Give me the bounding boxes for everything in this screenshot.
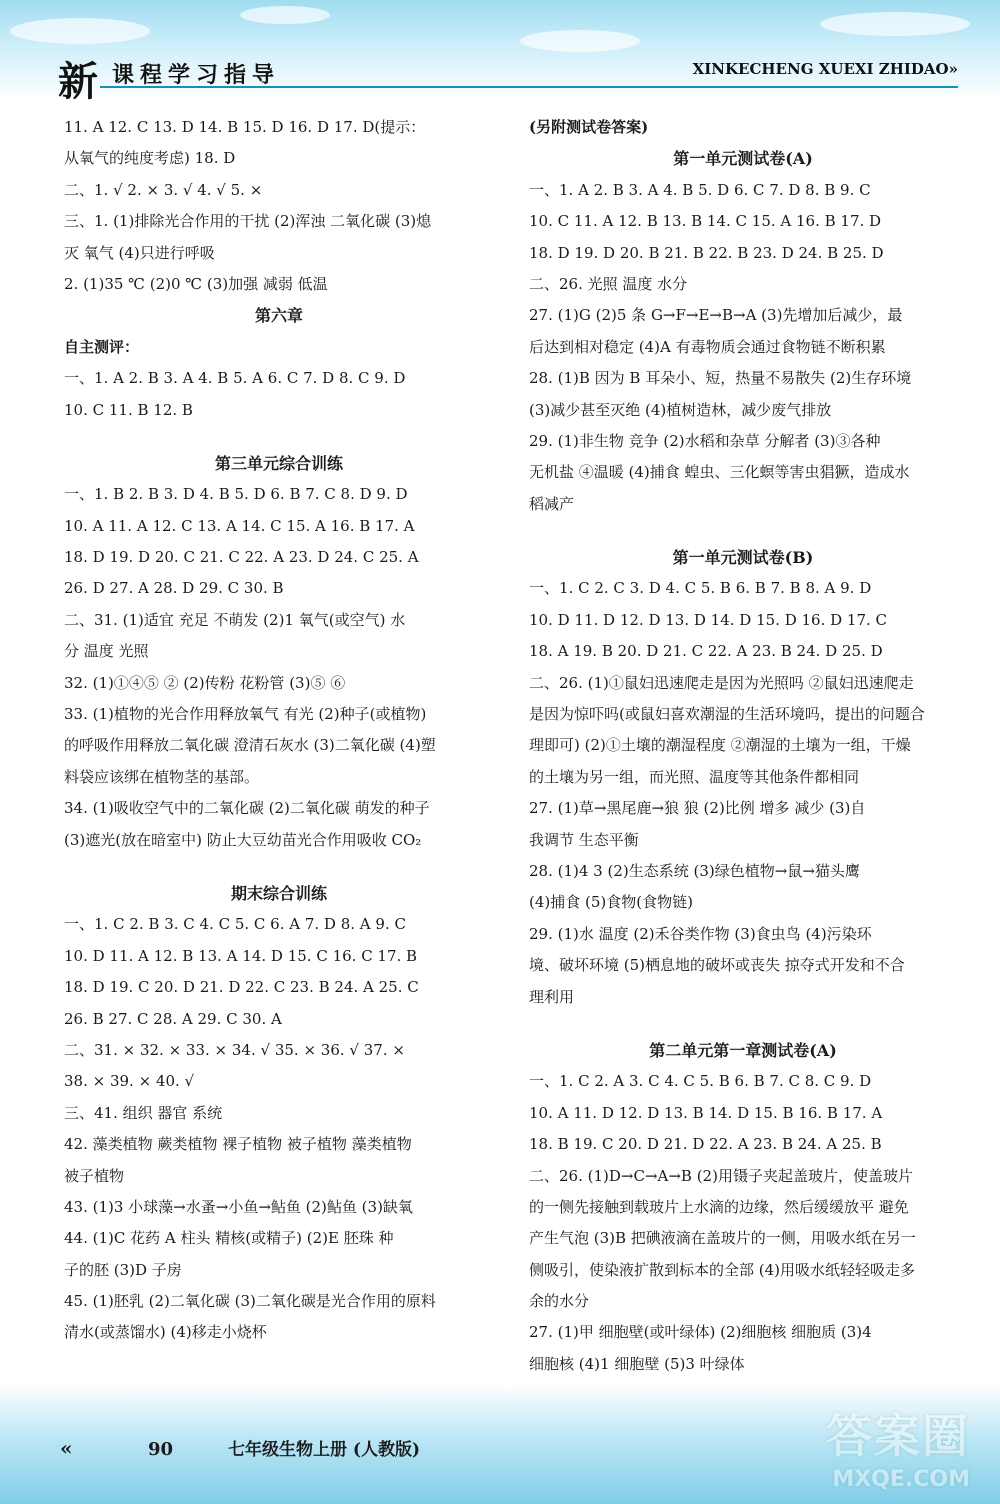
answer-line: 二、26. (1)D→C→A→B (2)用镊子夹起盖玻片，使盖玻片 (529, 1166, 913, 1185)
watermark-brand: 答案圈 (826, 1409, 970, 1463)
series-pinyin-title: XINKECHENG XUEXI ZHIDAO» (692, 60, 958, 78)
answer-line: 二、26. (1)①鼠妇迅速爬走是因为光照吗 ②鼠妇迅速爬走 (529, 673, 914, 692)
answer-line: 10. A 11. D 12. D 13. B 14. D 15. B 16. B 17. A (529, 1103, 883, 1122)
answer-line: 清水(或蒸馏水) (4)移走小烧杯 (64, 1323, 267, 1342)
answer-line: 38. × 39. × 40. √ (64, 1072, 195, 1091)
answer-line: 无机盐 ④温暖 (4)捕食 蝗虫、三化螟等害虫猖獗，造成水 (529, 463, 910, 482)
answer-line: 二、1. √ 2. × 3. √ 4. √ 5. × (64, 180, 263, 199)
answer-line: 29. (1)非生物 竞争 (2)水稻和杂草 分解者 (3)③各种 (529, 431, 881, 450)
book-title: 七年级生物上册 (人教版) (228, 1440, 421, 1460)
section-heading: 第三单元综合训练 (214, 453, 343, 473)
page-number: 90 (148, 1439, 174, 1460)
page-footer (0, 1384, 1000, 1504)
answer-line: 产生气泡 (3)B 把碘液滴在盖玻片的一侧，用吸水纸在另一 (529, 1229, 916, 1248)
section-heading: 第一单元测试卷(A) (673, 149, 813, 169)
spacer (64, 856, 494, 878)
section-heading: 期末综合训练 (230, 883, 327, 903)
answer-line: 18. D 19. C 20. D 21. D 22. C 23. B 24. A 25. C (64, 978, 419, 997)
answer-line: 18. A 19. B 20. D 21. C 22. A 23. B 24. D 25. D (529, 642, 883, 661)
series-title: 课程学习指导 (112, 63, 281, 88)
answer-line: 28. (1)4 3 (2)生态系统 (3)绿色植物→鼠→猫头鹰 (529, 861, 860, 880)
answer-line: 28. (1)B 因为 B 耳朵小、短，热量不易散失 (2)生存环境 (529, 369, 912, 388)
answer-line: (3)减少甚至灭绝 (4)植树造林，减少废气排放 (529, 400, 832, 419)
answer-line: 分 温度 光照 (64, 642, 149, 661)
answer-line: 10. A 11. A 12. C 13. A 14. C 15. A 16. B 17. A (64, 516, 415, 535)
answer-line: 27. (1)G (2)5 条 G→F→E→B→A (3)先增加后减少，最 (529, 306, 903, 325)
answer-line: 余的水分 (529, 1292, 590, 1311)
answer-line: 2. (1)35 ℃ (2)0 ℃ (3)加强 减弱 低温 (64, 274, 328, 293)
answer-line: 的一侧先接触到载玻片上水滴的边缘，然后缓缓放平 避免 (529, 1197, 909, 1216)
answer-line: 一、1. B 2. B 3. D 4. B 5. D 6. B 7. C 8. D 9. D (64, 485, 408, 504)
answer-line: 34. (1)吸收空气中的二氧化碳 (2)二氧化碳 萌发的种子 (64, 799, 430, 818)
answer-line: 26. B 27. C 28. A 29. C 30. A (64, 1009, 282, 1028)
section-heading: 第一单元测试卷(B) (672, 548, 814, 568)
answer-line: 10. C 11. B 12. B (64, 400, 193, 419)
answer-line: 理利用 (529, 987, 575, 1006)
subsection-heading: 自主测评： (64, 337, 140, 356)
wave-foam (10, 18, 150, 44)
answer-line: 三、1. (1)排除光合作用的干扰 (2)浑浊 二氧化碳 (3)熄 (64, 212, 432, 231)
answer-line: 被子植物 (64, 1166, 125, 1185)
answer-line: 料袋应该绑在植物茎的基部。 (64, 767, 260, 786)
spacer (529, 520, 957, 542)
answer-line: 稻减产 (529, 494, 575, 513)
answer-line: 一、1. C 2. C 3. D 4. C 5. B 6. B 7. B 8. A 9. D (529, 579, 872, 598)
left-column (64, 112, 494, 1349)
watermark-logo (790, 1400, 970, 1492)
answer-line: 灭 氧气 (4)只进行呼吸 (64, 243, 215, 262)
answer-line: 10. D 11. D 12. D 13. D 14. D 15. D 16. D 17. C (529, 610, 888, 629)
answer-line: 境、破坏环境 (5)栖息地的破坏或丧失 掠夺式开发和不合 (529, 956, 905, 975)
answer-line: 是因为惊吓吗(或鼠妇喜欢潮湿的生活环境吗，提出的问题合 (529, 705, 925, 724)
page-header (0, 0, 1000, 105)
answer-line: 11. A 12. C 13. D 14. B 15. D 16. D 17. D(提示： (64, 118, 426, 136)
answer-line: 26. D 27. A 28. D 29. C 30. B (64, 579, 284, 598)
answer-line: 一、1. A 2. B 3. A 4. B 5. A 6. C 7. D 8. C 9. D (64, 369, 406, 388)
answer-line: 44. (1)C 花药 A 柱头 精核(或精子) (2)E 胚珠 种 (64, 1229, 394, 1248)
answer-line: (4)捕食 (5)食物(食物链) (529, 893, 693, 912)
answer-line: 的呼吸作用释放二氧化碳 澄清石灰水 (3)二氧化碳 (4)塑 (64, 736, 436, 755)
answer-line: 理即可) (2)①土壤的潮湿程度 ②潮湿的土壤为一组，干燥 (529, 736, 911, 755)
answer-line: 10. C 11. A 12. B 13. B 14. C 15. A 16. B 17. D (529, 212, 882, 231)
right-column (529, 112, 957, 1412)
answer-line: 一、1. A 2. B 3. A 4. B 5. D 6. C 7. D 8. B 9. C (529, 180, 871, 199)
answer-line: 29. (1)水 温度 (2)禾谷类作物 (3)食虫鸟 (4)污染环 (529, 924, 872, 943)
answer-line: 33. (1)植物的光合作用释放氧气 有光 (2)种子(或植物) (64, 705, 427, 724)
answer-line: 18. B 19. C 20. D 21. D 22. A 23. B 24. A 25. B (529, 1135, 882, 1154)
answer-line: 从氧气的纯度考虑) 18. D (64, 149, 236, 168)
answer-line: 32. (1)①④⑤ ② (2)传粉 花粉管 (3)⑤ ⑥ (64, 673, 346, 692)
answer-line: 的土壤为另一组，而光照、温度等其他条件都相同 (529, 767, 860, 786)
spacer (64, 426, 494, 448)
answer-line: 二、26. 光照 温度 水分 (529, 274, 688, 293)
answer-line: 一、1. C 2. B 3. C 4. C 5. C 6. A 7. D 8. A 9. C (64, 915, 406, 934)
answer-line: 三、41. 组织 器官 系统 (64, 1103, 223, 1122)
header-divider (100, 86, 958, 88)
answer-line: 子的胚 (3)D 子房 (64, 1260, 182, 1279)
answer-line: 二、31. (1)适宜 充足 不萌发 (2)1 氧气(或空气) 水 (64, 610, 406, 629)
answer-line: 细胞核 (4)1 细胞壁 (5)3 叶绿体 (529, 1354, 745, 1373)
spacer (529, 1013, 957, 1035)
answer-line: 10. D 11. A 12. B 13. A 14. D 15. C 16. C 17. B (64, 946, 418, 965)
answer-line: 侧吸引，使染液扩散到标本的全部 (4)用吸水纸轻轻吸走多 (529, 1260, 916, 1279)
answer-line: 27. (1)甲 细胞壁(或叶绿体) (2)细胞核 细胞质 (3)4 (529, 1323, 872, 1342)
subsection-heading: (另附测试卷答案) (529, 118, 649, 136)
answer-line: 后达到相对稳定 (4)A 有毒物质会通过食物链不断积累 (529, 337, 886, 356)
answer-line: 二、31. × 32. × 33. × 34. √ 35. × 36. √ 37. × (64, 1040, 405, 1059)
watermark-site: MXQE.COM (832, 1467, 970, 1492)
answer-line: 18. D 19. D 20. C 21. C 22. A 23. D 24. C 25. A (64, 548, 419, 567)
answer-line: (3)遮光(放在暗室中) 防止大豆幼苗光合作用吸收 CO₂ (64, 830, 422, 849)
answer-line: 42. 藻类植物 蕨类植物 裸子植物 被子植物 藻类植物 (64, 1135, 412, 1154)
section-heading: 第二单元第一章测试卷(A) (649, 1040, 837, 1060)
series-logo: 新 (58, 58, 98, 105)
wave-foam (820, 12, 970, 36)
chapter-heading: 第六章 (254, 306, 303, 326)
answer-line: 18. D 19. D 20. B 21. B 22. B 23. D 24. B 25. D (529, 243, 884, 262)
wave-foam (520, 30, 640, 52)
wave-foam (240, 6, 330, 24)
double-chevron-left-icon: « (60, 1436, 73, 1460)
answer-line: 45. (1)胚乳 (2)二氧化碳 (3)二氧化碳是光合作用的原料 (64, 1292, 436, 1311)
answer-line: 27. (1)草→黑尾鹿→狼 狼 (2)比例 增多 减少 (3)自 (529, 799, 866, 818)
answer-line: 一、1. C 2. A 3. C 4. C 5. B 6. B 7. C 8. C 9. D (529, 1072, 872, 1091)
answer-line: 43. (1)3 小球藻→水蚤→小鱼→鲇鱼 (2)鲇鱼 (3)缺氧 (64, 1197, 413, 1216)
answer-line: 我调节 生态平衡 (529, 830, 639, 849)
